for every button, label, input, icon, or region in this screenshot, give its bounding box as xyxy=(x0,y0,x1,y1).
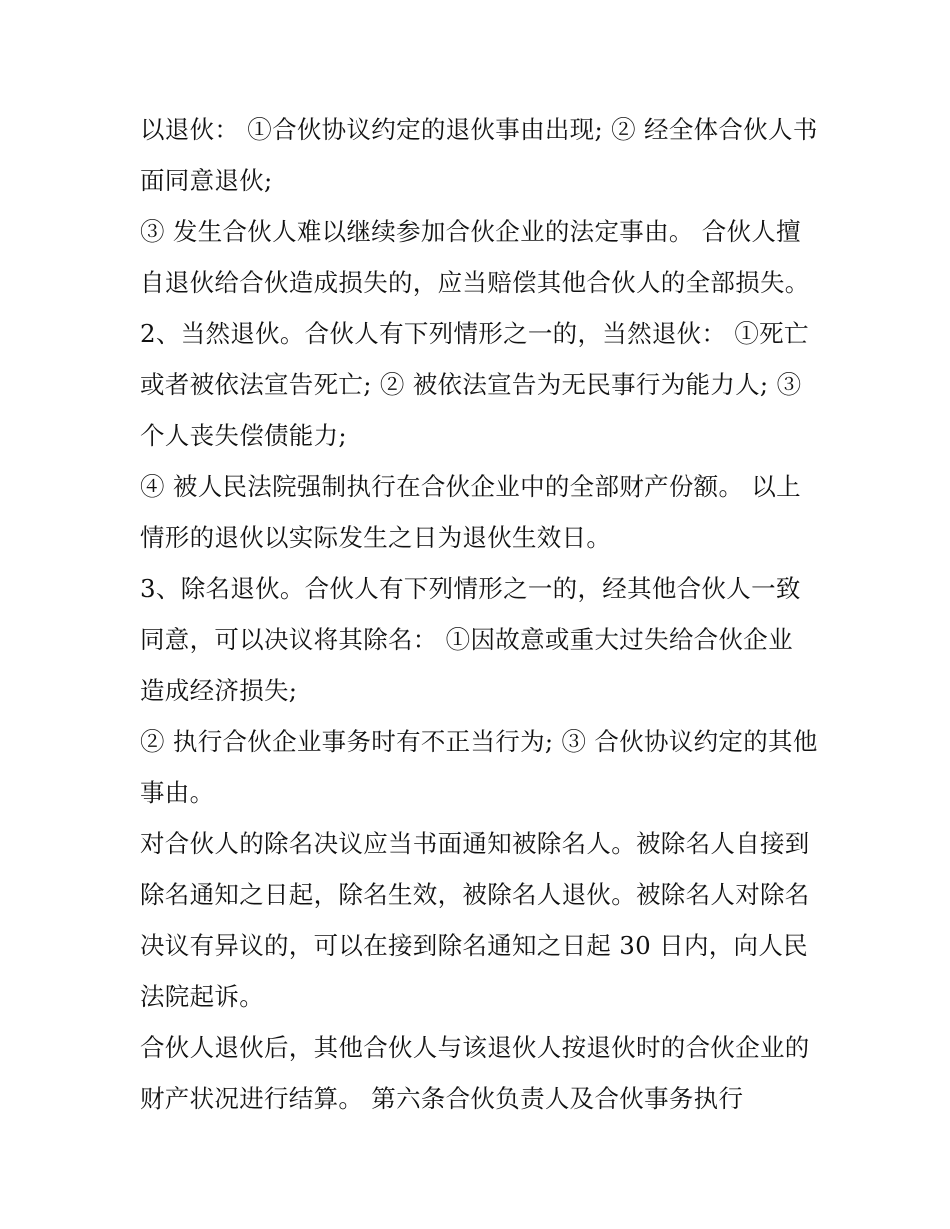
text-line: 自退伙给合伙造成损失的，应当赔偿其他合伙人的全部损失。 xyxy=(140,268,810,297)
body-text xyxy=(140,104,820,1124)
text-line: 3、除名退伙。合伙人有下列情形之一的，经其他合伙人一致 xyxy=(140,574,801,603)
text-line: 财产状况进行结算。 第六条合伙负责人及合伙事务执行 xyxy=(140,1084,744,1113)
text-line: 或者被依法宣告死亡; ② 被依法宣告为无民事行为能力人; ③ xyxy=(140,370,802,399)
text-line: ② 执行合伙企业事务时有不正当行为; ③ 合伙协议约定的其他 xyxy=(140,727,818,756)
text-line: ③ 发生合伙人难以继续参加合伙企业的法定事由。 合伙人擅 xyxy=(140,217,801,246)
text-line: 法院起诉。 xyxy=(140,982,264,1011)
text-line: 同意，可以决议将其除名： ①因故意或重大过失给合伙企业 xyxy=(140,625,793,654)
text-line: 决议有异议的，可以在接到除名通知之日起 30 日内，向人民 xyxy=(140,931,808,960)
text-line: ④ 被人民法院强制执行在合伙企业中的全部财产份额。 以上 xyxy=(140,472,801,501)
text-line: 面同意退伙; xyxy=(140,166,273,195)
text-line: 个人丧失偿债能力; xyxy=(140,421,347,450)
text-line: 除名通知之日起，除名生效，被除名人退伙。被除名人对除名 xyxy=(140,880,810,909)
text-line: 情形的退伙以实际发生之日为退伙生效日。 xyxy=(140,523,612,552)
text-line: 以退伙： ①合伙协议约定的退伙事由出现; ② 经全体合伙人书 xyxy=(140,115,818,144)
text-line: 合伙人退伙后，其他合伙人与该退伙人按退伙时的合伙企业的 xyxy=(140,1033,810,1062)
text-line: 2、当然退伙。合伙人有下列情形之一的，当然退伙： ①死亡 xyxy=(140,319,809,348)
text-line: 事由。 xyxy=(140,778,215,807)
text-line: 造成经济损失; xyxy=(140,676,298,705)
text-line: 对合伙人的除名决议应当书面通知被除名人。被除名人自接到 xyxy=(140,829,810,858)
